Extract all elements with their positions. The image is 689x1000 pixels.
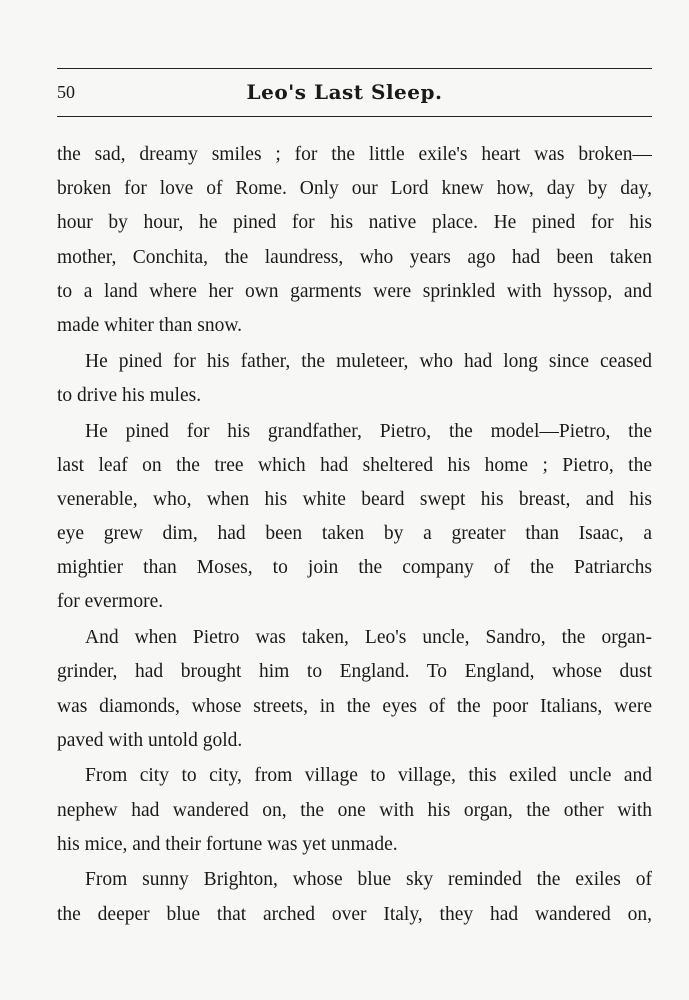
text-line: mother, Conchita, the laundress, who years ago had been taken [57, 246, 652, 268]
text-line: From city to city, from village to village, this exiled uncle and [85, 765, 652, 787]
text-line: made whiter than snow. [57, 314, 243, 336]
text-line: to drive his mules. [57, 384, 202, 406]
text-line: From sunny Brighton, whose blue sky reminded the exiles of [85, 869, 652, 891]
text-line: mightier than Moses, to join the company of the Patriarchs [57, 557, 652, 579]
text-line: nephew had wandered on, the one with his organ, the other with [57, 799, 652, 821]
text-line: And when Pietro was taken, Leo's uncle, Sandro, the organ- [85, 627, 652, 649]
text-line: hour by hour, he pined for his native place. He pined for his [57, 212, 652, 234]
header-rule-top [57, 68, 652, 69]
text-line: eye grew dim, had been taken by a greater than Isaac, a [57, 523, 652, 545]
text-line: He pined for his grandfather, Pietro, the model—Pietro, the [85, 420, 652, 442]
text-line: paved with untold gold. [57, 729, 243, 751]
text-line: his mice, and their fortune was yet unmade. [57, 833, 398, 855]
running-title: Leo's Last Sleep. [246, 80, 443, 104]
text-line: grinder, had brought him to England. To England, whose dust [57, 661, 652, 683]
text-line: He pined for his father, the muleteer, who had long since ceased [85, 350, 652, 372]
text-line: broken for love of Rome. Only our Lord knew how, day by day, [57, 178, 652, 200]
text-line: the deeper blue that arched over Italy, they had wandered on, [57, 903, 652, 925]
text-line: venerable, who, when his white beard swept his breast, and his [57, 488, 652, 510]
text-line: to a land where her own garments were sprinkled with hyssop, and [57, 280, 652, 302]
header-rule-bottom [57, 116, 652, 117]
text-line: was diamonds, whose streets, in the eyes of the poor Italians, were [57, 695, 652, 717]
body-text [57, 140, 652, 934]
text-line: for evermore. [57, 591, 164, 613]
text-line: the sad, dreamy smiles ; for the little exile's heart was broken— [57, 144, 652, 165]
page-number: 50 [57, 82, 75, 102]
text-line: last leaf on the tree which had sheltered his home ; Pietro, the [57, 454, 652, 476]
